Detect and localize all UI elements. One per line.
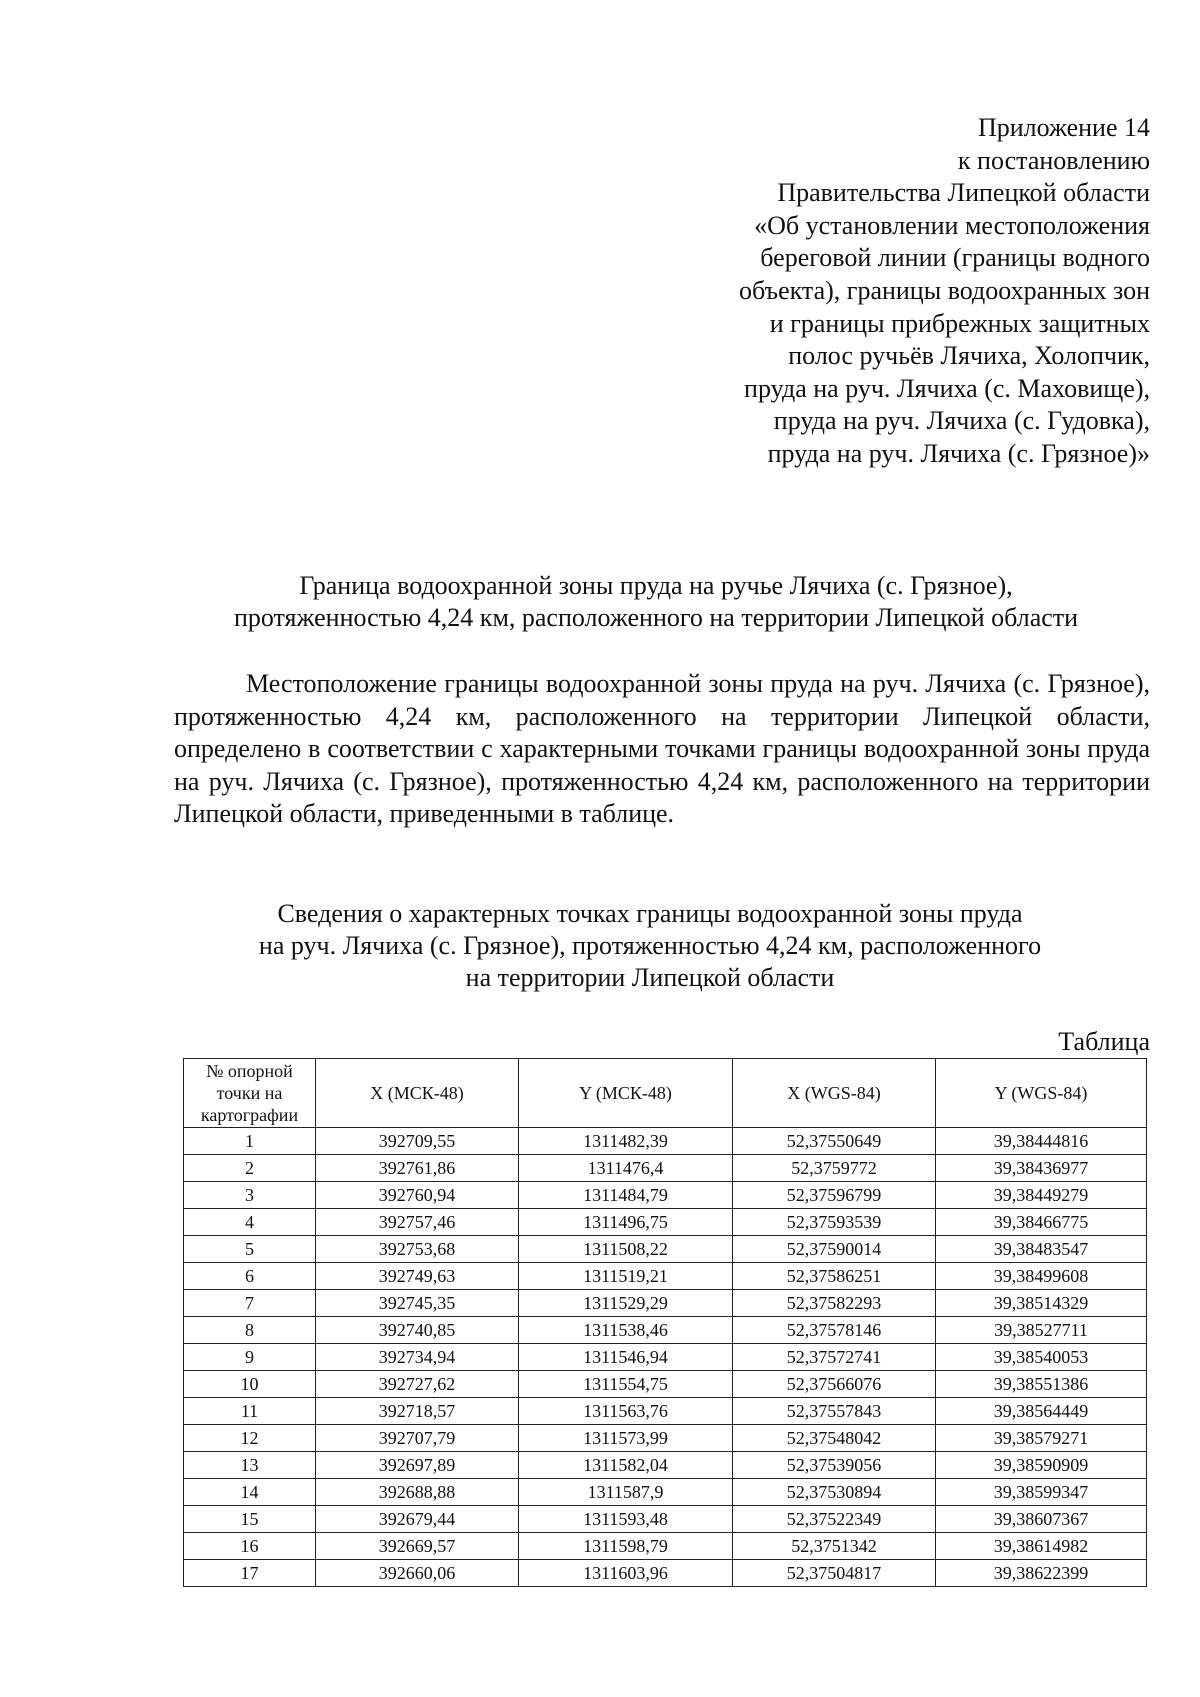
table-row [184,1398,1147,1425]
cell-x-msk: 392718,57 [316,1398,519,1425]
table-row [184,1236,1147,1263]
header-x-msk: X (МСК-48) [316,1059,519,1128]
table-row [184,1479,1147,1506]
table-row [184,1155,1147,1182]
table-row [184,1317,1147,1344]
cell-x-msk: 392740,85 [316,1317,519,1344]
cell-x-wgs: 52,37596799 [733,1182,936,1209]
cell-y-msk: 1311573,99 [519,1425,733,1452]
cell-y-msk: 1311482,39 [519,1128,733,1155]
appendix-line: объекта), границы водоохранных зон [739,275,1150,305]
cell-point-number: 9 [184,1344,316,1371]
table-row [184,1128,1147,1155]
appendix-line: и границы прибрежных защитных [769,308,1150,338]
cell-x-msk: 392660,06 [316,1560,519,1587]
cell-y-wgs: 39,38607367 [936,1506,1147,1533]
cell-y-wgs: 39,38449279 [936,1182,1147,1209]
cell-x-msk: 392753,68 [316,1236,519,1263]
cell-y-wgs: 39,38614982 [936,1533,1147,1560]
title-line: протяженностью 4,24 км, расположенного на территории Липецкой области [233,603,1079,632]
cell-x-msk: 392761,86 [316,1155,519,1182]
table-row [184,1560,1147,1587]
table-row [184,1209,1147,1236]
document-title [158,570,1154,634]
cell-y-msk: 1311563,76 [519,1398,733,1425]
cell-x-msk: 392669,57 [316,1533,519,1560]
cell-x-wgs: 52,3759772 [733,1155,936,1182]
points-table [183,1058,1147,1587]
cell-y-wgs: 39,38499608 [936,1263,1147,1290]
cell-point-number: 6 [184,1263,316,1290]
appendix-line: Приложение 14 [977,113,1150,142]
cell-point-number: 14 [184,1479,316,1506]
cell-x-wgs: 52,37582293 [733,1290,936,1317]
caption-line: на руч. Лячиха (с. Грязное), протяженностью 4,24 км, расположенного [258,931,1042,960]
appendix-line: пруда на руч. Лячиха (с. Грязное)» [767,438,1150,468]
header-point-line: картографии [200,1105,299,1125]
header-point-line: точки на [216,1083,283,1103]
appendix-line: береговой линии (границы водного [760,243,1150,273]
cell-point-number: 4 [184,1209,316,1236]
cell-x-wgs: 52,37550649 [733,1128,936,1155]
cell-y-wgs: 39,38551386 [936,1371,1147,1398]
appendix-line: к постановлению [957,145,1150,175]
cell-x-wgs: 52,37530894 [733,1479,936,1506]
cell-y-wgs: 39,38599347 [936,1479,1147,1506]
cell-y-msk: 1311582,04 [519,1452,733,1479]
cell-x-wgs: 52,37557843 [733,1398,936,1425]
appendix-line: «Об установлении местоположения [754,210,1150,240]
cell-y-wgs: 39,38540053 [936,1344,1147,1371]
table-row [184,1263,1147,1290]
cell-y-wgs: 39,38590909 [936,1452,1147,1479]
cell-x-wgs: 52,37578146 [733,1317,936,1344]
table-row [184,1344,1147,1371]
header-y-msk: Y (МСК-48) [519,1059,733,1128]
table-label: Таблица [1058,1027,1150,1056]
cell-x-msk: 392757,46 [316,1209,519,1236]
cell-y-msk: 1311593,48 [519,1506,733,1533]
cell-x-wgs: 52,37590014 [733,1236,936,1263]
table-row [184,1371,1147,1398]
header-x-wgs: X (WGS-84) [733,1059,936,1128]
cell-x-msk: 392707,79 [316,1425,519,1452]
cell-point-number: 15 [184,1506,316,1533]
table-row [184,1425,1147,1452]
cell-y-wgs: 39,38564449 [936,1398,1147,1425]
cell-x-msk: 392688,88 [316,1479,519,1506]
cell-x-msk: 392745,35 [316,1290,519,1317]
table-caption [200,898,1100,994]
cell-y-msk: 1311546,94 [519,1344,733,1371]
cell-x-msk: 392727,62 [316,1371,519,1398]
cell-x-msk: 392734,94 [316,1344,519,1371]
cell-point-number: 11 [184,1398,316,1425]
cell-y-msk: 1311538,46 [519,1317,733,1344]
table-row [184,1452,1147,1479]
cell-x-msk: 392697,89 [316,1452,519,1479]
appendix-line: пруда на руч. Лячиха (с. Маховище), [744,373,1150,403]
body-paragraph: Местоположение границы водоохранной зоны пруда на руч. Лячиха (с. Грязное), протяженностью 4,24 км, расположенного на территории Липецкой области, определено в соответствии с характерными точками границы водоохранной зоны пруда на руч. Лячиха (с. Грязное), протяженностью 4,24 км, расположенного на территории Липецкой области, приведенными в таблице. [174,669,1150,829]
table-row [184,1290,1147,1317]
cell-x-msk: 392749,63 [316,1263,519,1290]
cell-point-number: 7 [184,1290,316,1317]
cell-x-wgs: 52,37548042 [733,1425,936,1452]
appendix-line: полос ручьёв Лячиха, Холопчик, [788,341,1150,371]
cell-x-msk: 392679,44 [316,1506,519,1533]
cell-y-msk: 1311603,96 [519,1560,733,1587]
cell-x-wgs: 52,37566076 [733,1371,936,1398]
cell-y-msk: 1311484,79 [519,1182,733,1209]
header-point-line: № опорной [206,1061,293,1081]
title-line: Граница водоохранной зоны пруда на ручье Лячиха (с. Грязное), [299,571,1013,600]
cell-y-wgs: 39,38436977 [936,1155,1147,1182]
cell-y-msk: 1311529,29 [519,1290,733,1317]
cell-x-wgs: 52,37593539 [733,1209,936,1236]
header-point-number [184,1059,316,1128]
cell-x-wgs: 52,37539056 [733,1452,936,1479]
cell-x-wgs: 52,3751342 [733,1533,936,1560]
table-row [184,1506,1147,1533]
cell-point-number: 8 [184,1317,316,1344]
cell-y-msk: 1311587,9 [519,1479,733,1506]
table-body [184,1128,1147,1587]
cell-x-msk: 392709,55 [316,1128,519,1155]
appendix-block [630,112,1150,471]
cell-y-msk: 1311508,22 [519,1236,733,1263]
cell-y-wgs: 39,38514329 [936,1290,1147,1317]
cell-x-msk: 392760,94 [316,1182,519,1209]
cell-point-number: 16 [184,1533,316,1560]
cell-y-msk: 1311598,79 [519,1533,733,1560]
cell-y-msk: 1311519,21 [519,1263,733,1290]
header-y-wgs: Y (WGS-84) [936,1059,1147,1128]
appendix-line: пруда на руч. Лячиха (с. Гудовка), [773,406,1150,436]
caption-line: на территории Липецкой области [465,963,835,992]
cell-point-number: 2 [184,1155,316,1182]
cell-y-wgs: 39,38579271 [936,1425,1147,1452]
cell-x-wgs: 52,37572741 [733,1344,936,1371]
cell-y-wgs: 39,38444816 [936,1128,1147,1155]
cell-x-wgs: 52,37504817 [733,1560,936,1587]
cell-point-number: 17 [184,1560,316,1587]
cell-point-number: 3 [184,1182,316,1209]
cell-x-wgs: 52,37586251 [733,1263,936,1290]
cell-point-number: 5 [184,1236,316,1263]
cell-point-number: 12 [184,1425,316,1452]
cell-point-number: 13 [184,1452,316,1479]
table-row [184,1533,1147,1560]
cell-y-msk: 1311496,75 [519,1209,733,1236]
caption-line: Сведения о характерных точках границы водоохранной зоны пруда [277,899,1023,928]
cell-x-wgs: 52,37522349 [733,1506,936,1533]
cell-y-msk: 1311476,4 [519,1155,733,1182]
cell-y-wgs: 39,38527711 [936,1317,1147,1344]
table-row [184,1182,1147,1209]
cell-y-wgs: 39,38466775 [936,1209,1147,1236]
table-header-row [184,1059,1147,1128]
cell-point-number: 10 [184,1371,316,1398]
cell-y-wgs: 39,38483547 [936,1236,1147,1263]
appendix-line: Правительства Липецкой области [777,178,1150,208]
cell-point-number: 1 [184,1128,316,1155]
cell-y-wgs: 39,38622399 [936,1560,1147,1587]
cell-y-msk: 1311554,75 [519,1371,733,1398]
